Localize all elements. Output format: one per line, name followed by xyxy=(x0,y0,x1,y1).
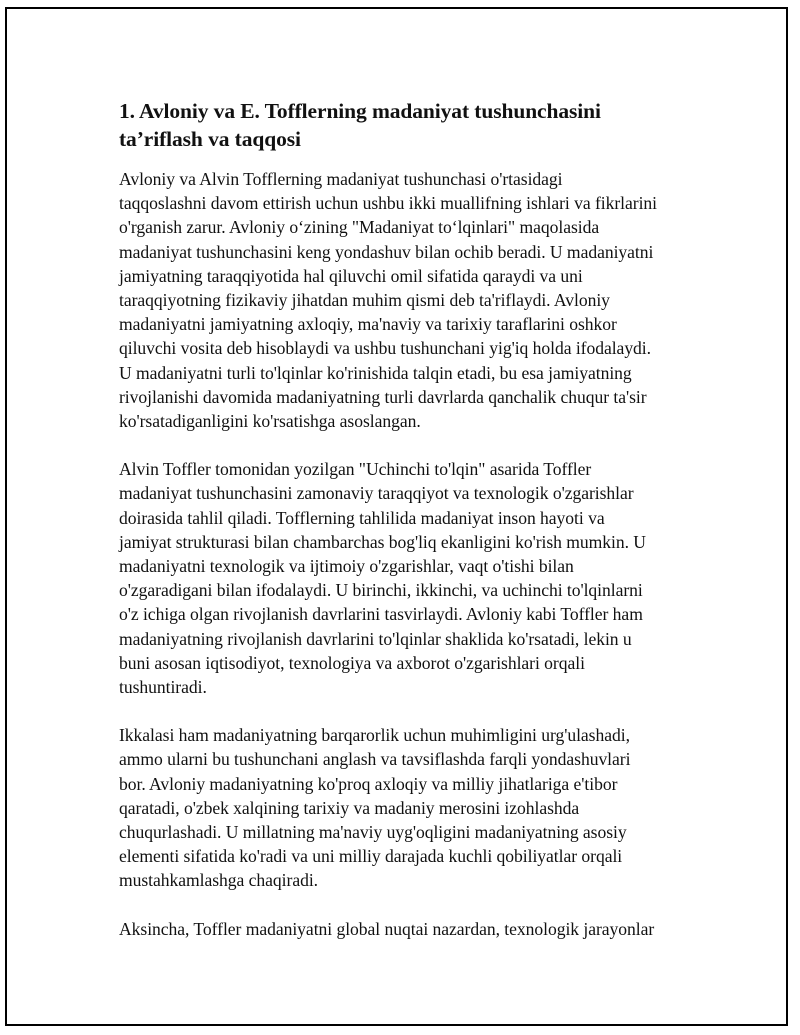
section-heading xyxy=(119,97,619,153)
paragraph-line: rivojlanishi davomida madaniyatning turli davrlarda qanchalik chuqur ta'sir xyxy=(119,386,647,407)
section-heading-line: ta’riflash va taqqosi xyxy=(119,127,301,151)
paragraph-line: madaniyatni texnologik va ijtimoiy o'zgarishlar, vaqt o'tishi bilan xyxy=(119,556,574,577)
paragraph-line: madaniyat tushunchasini keng yondashuv bilan ochib beradi. U madaniyatni xyxy=(119,241,654,262)
body-paragraph xyxy=(119,167,709,433)
paragraph-line: mustahkamlashga chaqiradi. xyxy=(119,870,319,891)
paragraph-line: madaniyatning rivojlanish davrlarini to'lqinlar shaklida ko'rsatadi, lekin u xyxy=(119,628,632,649)
paragraph-line: Alvin Toffler tomonidan yozilgan "Uchinchi to'lqin" asarida Toffler xyxy=(119,459,592,480)
section-heading-line: 1. Avloniy va E. Tofflerning madaniyat tushunchasini xyxy=(119,99,601,123)
body-paragraph xyxy=(119,917,709,941)
paragraph-line: o'zgaradigani bilan ifodalaydi. U birinchi, ikkinchi, va uchinchi to'lqinlarni xyxy=(119,580,643,601)
paragraph-line: elementi sifatida ko'radi va uni milliy darajada kuchli qobiliyatlar orqali xyxy=(119,846,623,867)
document-page xyxy=(5,7,788,1026)
paragraph-line: doirasida tahlil qiladi. Tofflerning tahlilida madaniyat inson hayoti va xyxy=(119,507,605,528)
paragraph-line: bor. Avloniy madaniyatning ko'proq axloqiy va milliy jihatlariga e'tibor xyxy=(119,773,618,794)
paragraph-line: Ikkalasi ham madaniyatning barqarorlik uchun muhimligini urg'ulashadi, xyxy=(119,725,630,746)
body-text xyxy=(119,167,709,941)
paragraph-line: taraqqiyotning fizikaviy jihatdan muhim qismi deb ta'riflaydi. Avloniy xyxy=(119,290,610,311)
body-paragraph xyxy=(119,457,709,699)
paragraph-line: Aksincha, Toffler madaniyatni global nuqtai nazardan, texnologik jarayonlar xyxy=(119,918,655,939)
paragraph-line: jamiyat strukturasi bilan chambarchas bog'liq ekanligini ko'rish mumkin. U xyxy=(119,531,646,552)
paragraph-line: o'rganish zarur. Avloniy o‘zining "Madaniyat to‘lqinlari" maqolasida xyxy=(119,217,600,238)
paragraph-line: Avloniy va Alvin Tofflerning madaniyat tushunchasi o'rtasidagi xyxy=(119,169,563,189)
paragraph-line: jamiyatning taraqqiyotida hal qiluvchi omil sifatida qaraydi va uni xyxy=(119,265,583,286)
paragraph-line: qiluvchi vosita deb hisoblaydi va ushbu tushunchani yig'iq holda ifodalaydi. xyxy=(119,338,651,359)
paragraph-line: ko'rsatadiganligini ko'rsatishga asoslangan. xyxy=(119,411,421,432)
paragraph-line: tushuntiradi. xyxy=(119,677,207,698)
paragraph-line: U madaniyatni turli to'lqinlar ko'rinishida talqin etadi, bu esa jamiyatning xyxy=(119,362,632,383)
document-content xyxy=(119,97,709,965)
body-paragraph xyxy=(119,723,709,892)
paragraph-line: buni asosan iqtisodiyot, texnologiya va axborot o'zgarishlari orqali xyxy=(119,652,585,673)
paragraph-line: ammo ularni bu tushunchani anglash va tavsiflashda farqli yondashuvlari xyxy=(119,749,631,770)
paragraph-line: taqqoslashni davom ettirish uchun ushbu ikki muallifning ishlari va fikrlarini xyxy=(119,193,658,214)
paragraph-line: qaratadi, o'zbek xalqining tarixiy va madaniy merosini izohlashda xyxy=(119,797,580,818)
paragraph-line: madaniyat tushunchasini zamonaviy taraqqiyot va texnologik o'zgarishlar xyxy=(119,483,634,504)
paragraph-line: madaniyatni jamiyatning axloqiy, ma'naviy va tarixiy taraflarini oshkor xyxy=(119,314,617,335)
paragraph-line: chuqurlashadi. U millatning ma'naviy uyg'oqligini madaniyatning asosiy xyxy=(119,822,627,843)
paragraph-line: o'z ichiga olgan rivojlanish davrlarini tasvirlaydi. Avloniy kabi Toffler ham xyxy=(119,604,643,625)
